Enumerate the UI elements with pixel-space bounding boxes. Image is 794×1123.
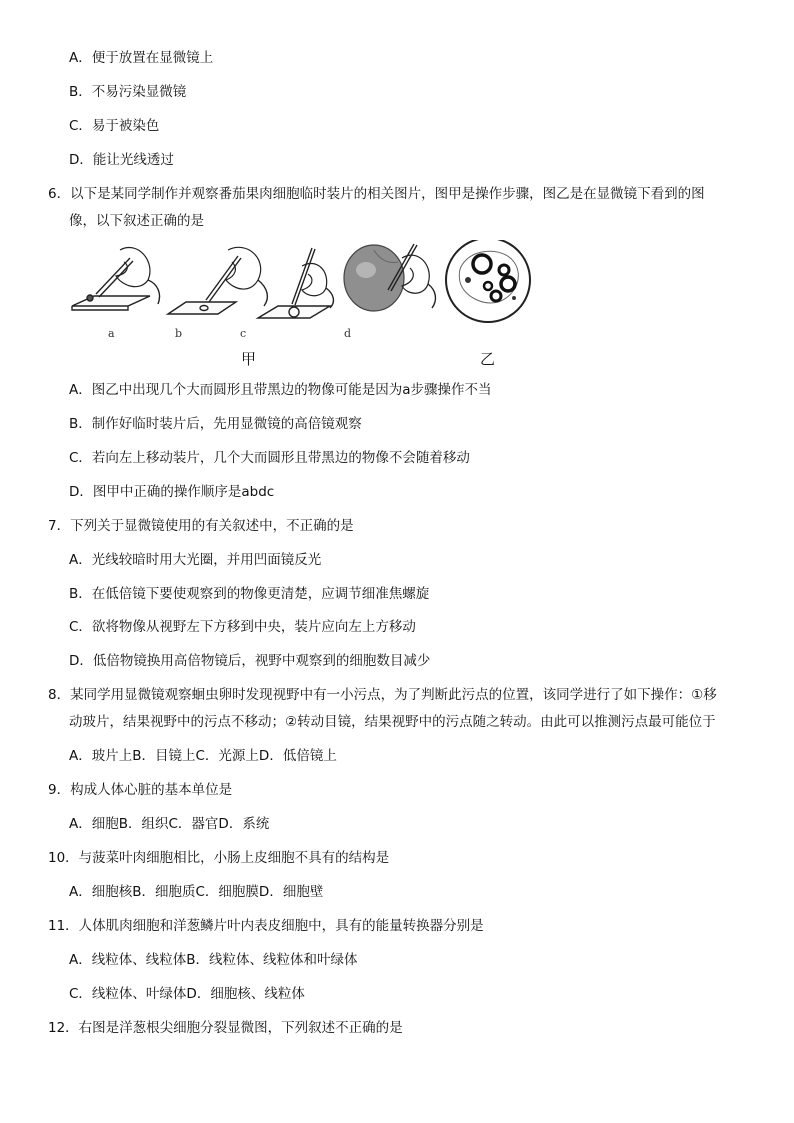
q10-options: A．细胞核B．细胞质C．细胞膜D．细胞壁 — [69, 884, 324, 900]
q7-option-c: C．欲将物像从视野左下方移到中央，装片应向左上方移动 — [69, 619, 416, 635]
q7-option-a: A．光线较暗时用大光圈，并用凹面镜反光 — [69, 552, 322, 568]
q6-stem-line-2: 像，以下叙述正确的是 — [69, 213, 204, 229]
q6-figure — [68, 240, 548, 370]
q5-option-b: B．不易污染显微镜 — [69, 84, 187, 100]
step-label-c: c — [240, 327, 247, 340]
step-label-a: a — [108, 327, 115, 340]
q8-options: A．玻片上B．目镜上C．光源上D．低倍镜上 — [69, 748, 337, 764]
q7-option-d: D．低倍物镜换用高倍物镜后，视野中观察到的细胞数目减少 — [69, 653, 431, 669]
q12-stem: 12．右图是洋葱根尖细胞分裂显微图，下列叙述不正确的是 — [48, 1020, 403, 1036]
q8-stem-line-2: 动玻片，结果视野中的污点不移动；②转动目镜，结果视野中的污点随之转动。由此可以推测污点最可能位于 — [69, 714, 716, 730]
q6-option-d: D．图甲中正确的操作顺序是abdc — [69, 484, 275, 500]
q11-options-line-1: A．线粒体、线粒体B．线粒体、线粒体和叶绿体 — [69, 952, 358, 968]
q6-stem-line-1: 6．以下是某同学制作并观察番茄果肉细胞临时装片的相关图片，图甲是操作步骤，图乙是在显微镜下看到的图 — [48, 186, 705, 202]
q9-stem: 9．构成人体心脏的基本单位是 — [48, 782, 233, 798]
q6-option-c: C．若向左上移动装片，几个大而圆形且带黑边的物像不会随着移动 — [69, 450, 470, 466]
step-b-illustration — [168, 247, 267, 314]
q5-option-d: D．能让光线透过 — [69, 152, 174, 168]
step-label-d: d — [344, 327, 352, 340]
q5-option-a: A．便于放置在显微镜上 — [69, 50, 214, 66]
step-c-illustration — [258, 248, 333, 318]
group-label-jia: 甲 — [241, 350, 257, 368]
q5-option-c: C．易于被染色 — [69, 118, 160, 134]
q11-stem: 11．人体肌肉细胞和洋葱鳞片叶内表皮细胞中，具有的能量转换器分别是 — [48, 918, 484, 934]
q7-stem: 7．下列关于显微镜使用的有关叙述中，不正确的是 — [48, 518, 354, 534]
q11-options-line-2: C．线粒体、叶绿体D．细胞核、线粒体 — [69, 986, 305, 1002]
q9-options: A．细胞B．组织C．器官D．系统 — [69, 816, 270, 832]
step-d-illustration — [344, 244, 435, 311]
microscope-view-illustration — [446, 240, 530, 322]
q10-stem: 10．与菠菜叶肉细胞相比，小肠上皮细胞不具有的结构是 — [48, 850, 390, 866]
q7-option-b: B．在低倍镜下要使观察到的物像更清楚，应调节细准焦螺旋 — [69, 586, 430, 602]
q8-stem-line-1: 8．某同学用显微镜观察蛔虫卵时发现视野中有一小污点，为了判断此污点的位置，该同学进行了如下操作：①移 — [48, 687, 717, 703]
q6-option-b: B．制作好临时装片后，先用显微镜的高倍镜观察 — [69, 416, 362, 432]
step-a-illustration — [72, 247, 160, 310]
q6-option-a: A．图乙中出现几个大而圆形且带黑边的物像可能是因为a步骤操作不当 — [69, 382, 492, 398]
group-label-yi: 乙 — [480, 350, 496, 368]
step-label-b: b — [175, 327, 183, 340]
q6-figure-svg — [68, 240, 548, 370]
